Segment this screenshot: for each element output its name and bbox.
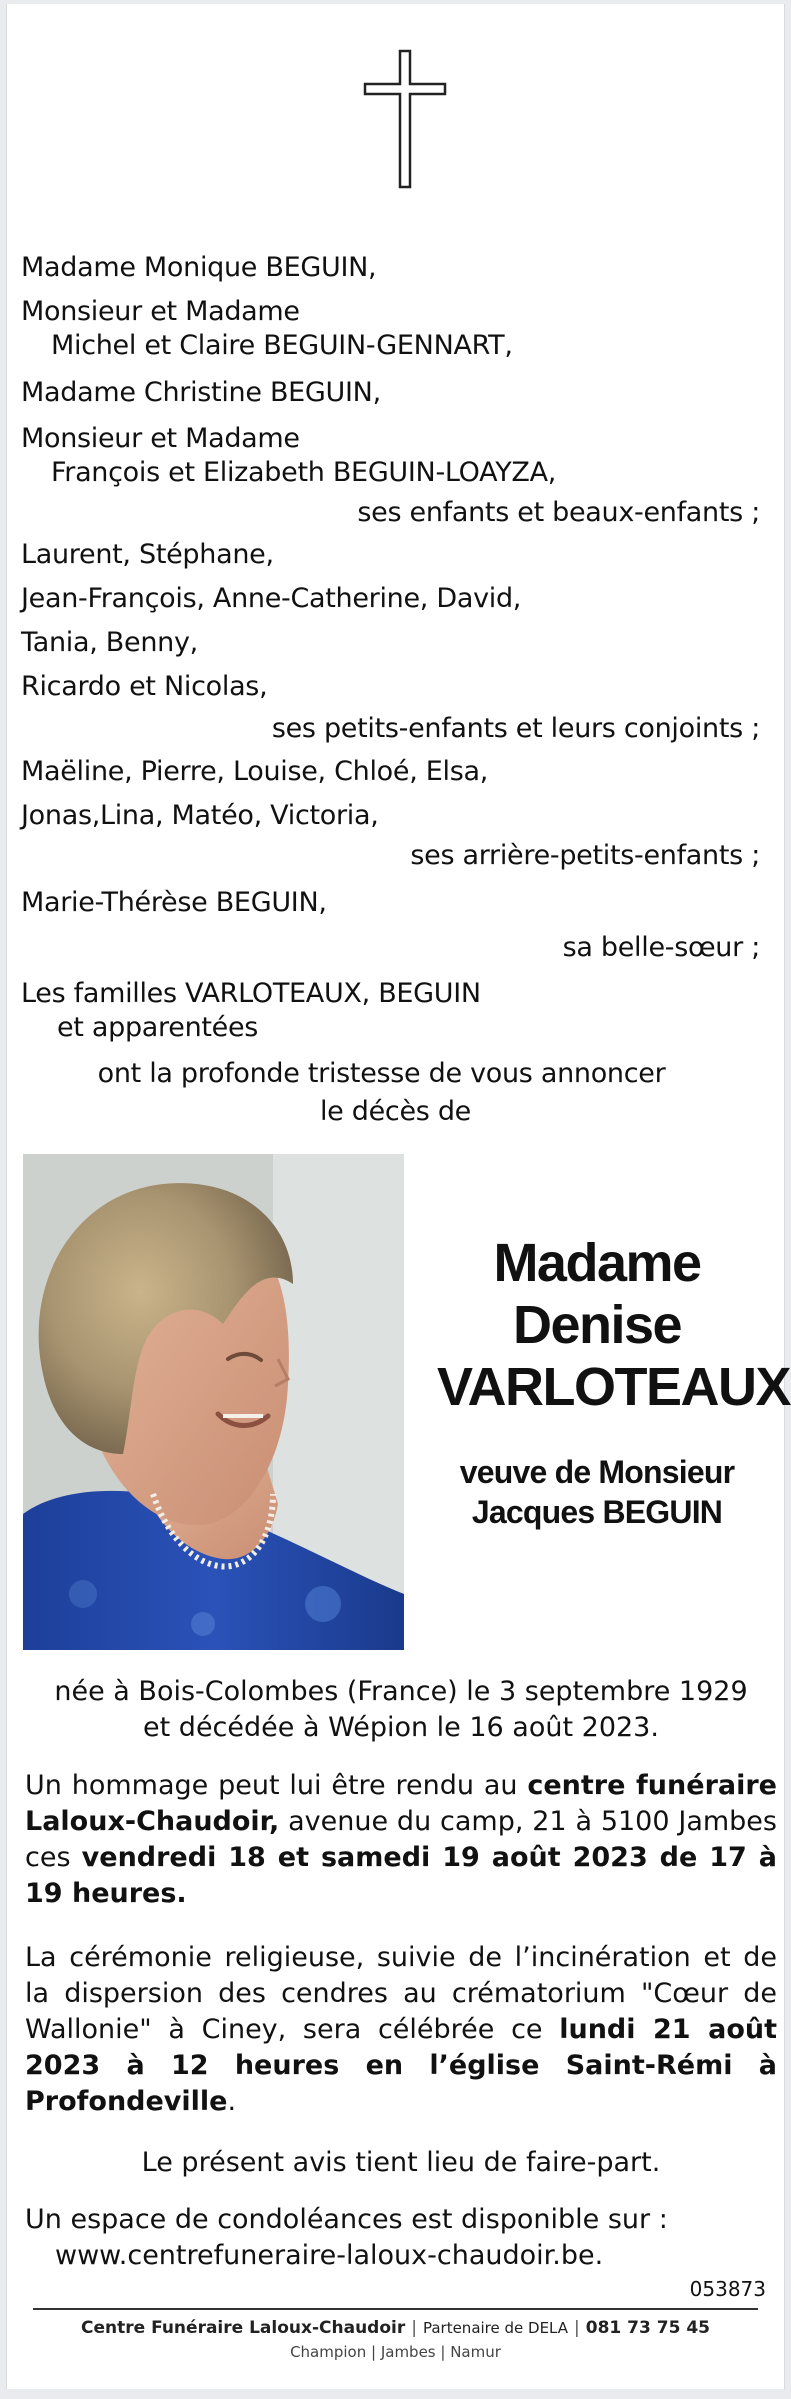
family-line: Laurent, Stéphane,	[21, 539, 274, 570]
birth-death-info	[25, 1674, 777, 1746]
birth-line: née à Bois-Colombes (France) le 3 septembre 1929	[54, 1676, 748, 1707]
deceased-photo	[23, 1154, 404, 1650]
footer: Centre Funéraire Laloux-Chaudoir | Partenaire de DELA | 081 73 75 45 Champion | Jambes | Namur	[7, 2316, 784, 2364]
tribute-text: Un hommage peut lui être rendu au	[25, 1770, 528, 1801]
tribute-paragraph	[25, 1768, 777, 1912]
family-line: Tania, Benny,	[21, 627, 198, 658]
tribute-venue: centre funéraire Laloux-Chaudoir,	[25, 1770, 777, 1837]
family-line: Ricardo et Nicolas,	[21, 671, 268, 702]
locations: Champion | Jambes | Namur	[290, 2343, 501, 2361]
family-relation: ses petits-enfants et leurs conjoints ;	[271, 713, 760, 744]
condolences-url[interactable]: www.centrefuneraire-laloux-chaudoir.be.	[55, 2240, 604, 2271]
widow-line-1: veuve de Monsieur	[459, 1454, 735, 1490]
family-relation: sa belle-sœur ;	[562, 932, 760, 963]
widow-of	[437, 1452, 757, 1532]
phone-number: 081 73 75 45	[585, 2318, 710, 2338]
ceremony-text: La cérémonie religieuse, suivie de l’incinération et de la dispersion des cendres au crématorium "Cœur de Wallonie" à Ciney, sera célébrée ce	[25, 1942, 777, 2045]
tribute-dates: vendredi 18 et samedi 19 août 2023 de 17 à 19 heures.	[25, 1842, 777, 1909]
condolences-line: Un espace de condoléances est disponible sur :	[25, 2204, 668, 2235]
family-line: Jonas,Lina, Matéo, Victoria,	[21, 800, 379, 831]
family-line: François et Elizabeth BEGUIN-LOAYZA,	[51, 457, 557, 488]
family-line: Monsieur et Madame	[21, 423, 300, 454]
widow-line-2: Jacques BEGUIN	[471, 1494, 723, 1530]
family-line: Madame Monique BEGUIN,	[21, 252, 377, 283]
family-line: Marie-Thérèse BEGUIN,	[21, 887, 327, 918]
partner-text: Partenaire de DELA	[422, 2319, 569, 2337]
footer-divider	[33, 2308, 758, 2310]
faire-part-notice: Le présent avis tient lieu de faire-part.	[141, 2147, 661, 2178]
family-line: Les familles VARLOTEAUX, BEGUIN	[21, 978, 481, 1009]
family-line: Maëline, Pierre, Louise, Chloé, Elsa,	[21, 756, 489, 787]
ceremony-paragraph	[25, 1940, 777, 2120]
cross-icon	[350, 49, 460, 189]
ceremony-text: .	[227, 2086, 237, 2117]
deceased-name-block	[437, 1232, 791, 1532]
family-line: Madame Christine BEGUIN,	[21, 377, 381, 408]
deceased-title: Madame	[493, 1233, 701, 1293]
family-relation: ses arrière-petits-enfants ;	[410, 840, 760, 871]
ceremony-details: lundi 21 août 2023 à 12 heures en l’église Saint-Rémi à Profondeville	[25, 2014, 777, 2117]
tribute-text: avenue du camp, 21 à 5100 Jambes ces	[25, 1806, 777, 1873]
condolences-info	[25, 2202, 777, 2274]
company-name: Centre Funéraire Laloux-Chaudoir	[81, 2318, 406, 2338]
family-line: et apparentées	[57, 1012, 259, 1043]
family-line: Michel et Claire BEGUIN-GENNART,	[51, 330, 513, 361]
obituary-page	[6, 4, 791, 2389]
deceased-last-name: VARLOTEAUX	[437, 1357, 791, 1417]
family-line: Jean-François, Anne-Catherine, David,	[21, 583, 522, 614]
death-line: et décédée à Wépion le 16 août 2023.	[143, 1712, 659, 1743]
deceased-first-name: Denise	[512, 1295, 682, 1355]
family-line: Monsieur et Madame	[21, 296, 300, 327]
announcement-line: ont la profonde tristesse de vous annoncer	[97, 1058, 666, 1089]
reference-number: 053873	[689, 2277, 766, 2301]
announcement-line: le décès de	[319, 1096, 471, 1127]
portrait-illustration	[23, 1154, 404, 1650]
family-relation: ses enfants et beaux-enfants ;	[357, 497, 760, 528]
